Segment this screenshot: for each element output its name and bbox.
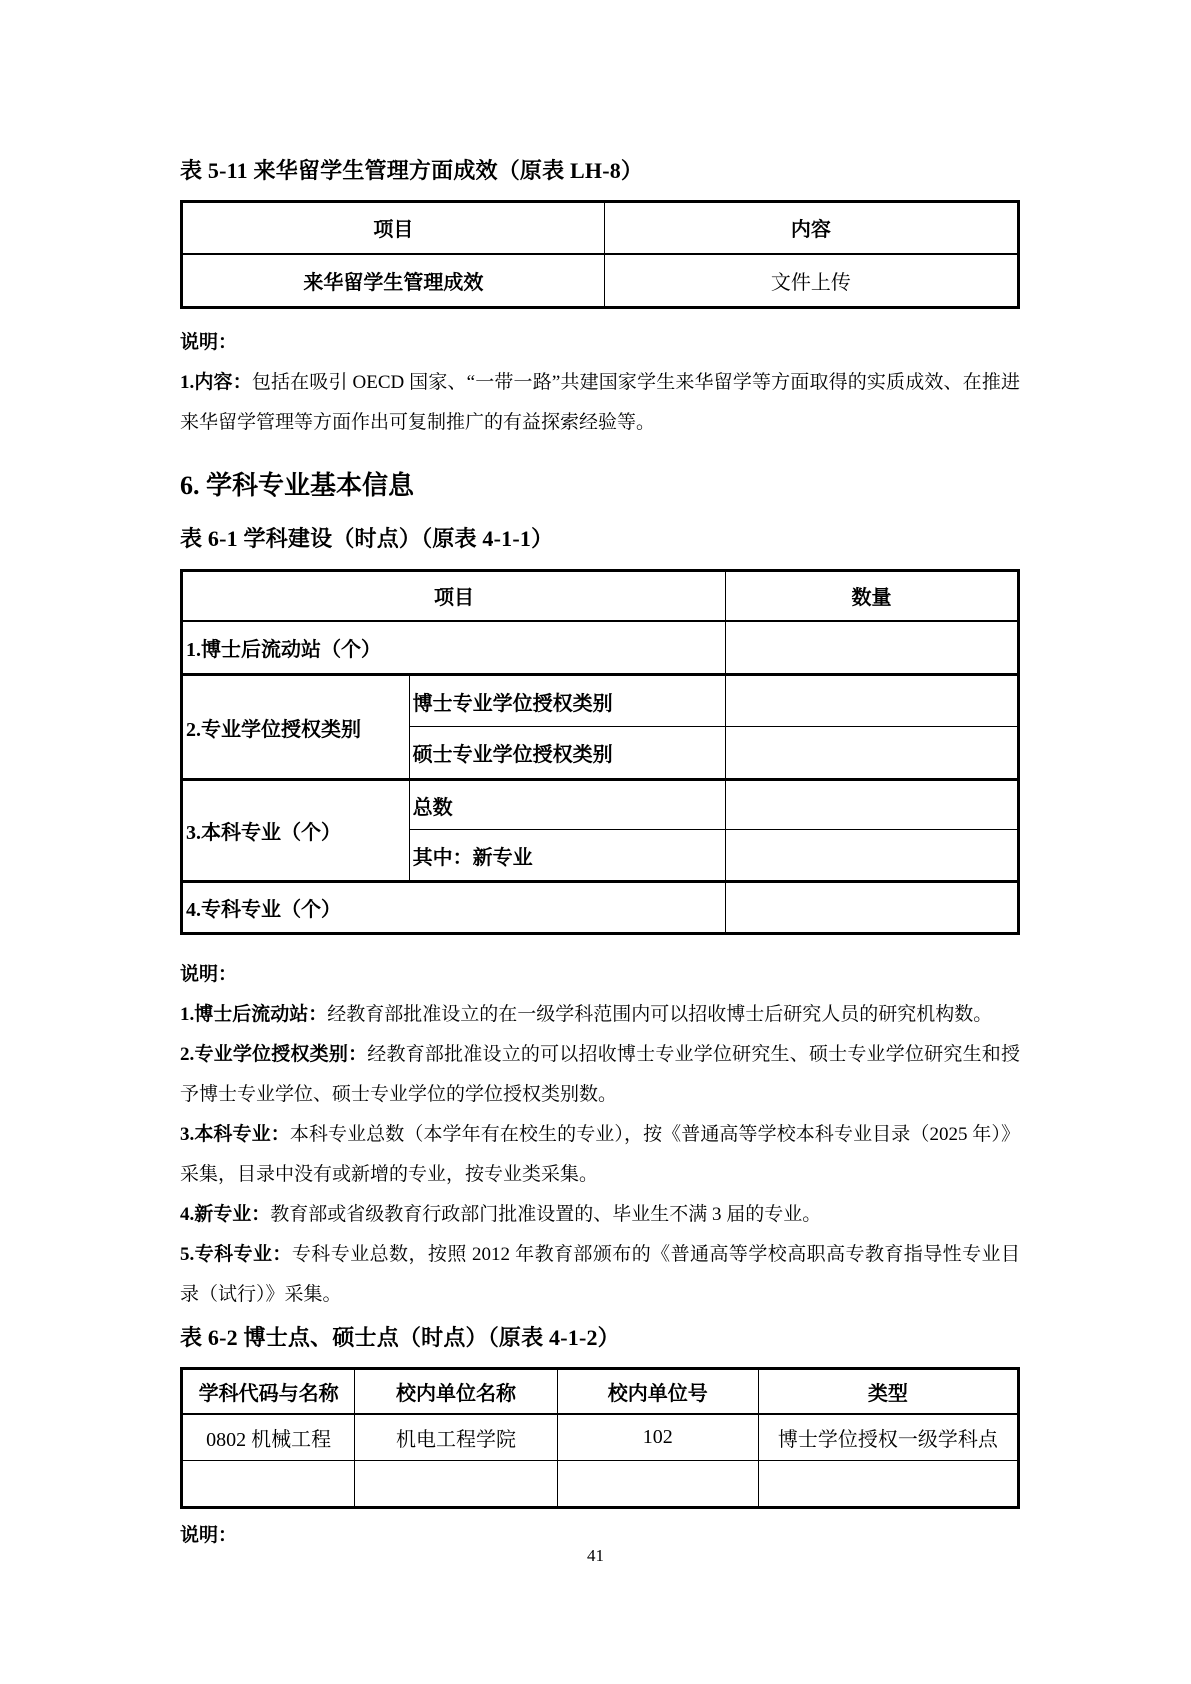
sub-label-cell: 硕士专业学位授权类别 (409, 727, 725, 780)
note-item (180, 1115, 1020, 1195)
cell-discipline-code (182, 1461, 355, 1508)
row-label-cell: 4.专科专业（个） (182, 882, 726, 934)
row-value-cell (726, 621, 1019, 675)
note-text: 专科专业总数，按照 2012 年教育部颁布的《普通高等学校高职高专教育指导性专业目录（试行）》采集。 (180, 1244, 1020, 1305)
table-row-mechanical-engineering (182, 1414, 1019, 1461)
note-text: 包括在吸引 OECD 国家、“一带一路”共建国家学生来华留学等方面取得的实质成效、在推进来华留学管理等方面作出可复制推广的有益探索经验等。 (180, 372, 1020, 433)
table-6-2-title: 表 6-2 博士点、硕士点（时点）（原表 4-1-2） (180, 1325, 620, 1350)
table-5-11-header-row (182, 202, 1019, 254)
note-text: 经教育部批准设立的在一级学科范围内可以招收博士后研究人员的研究机构数。 (327, 1004, 993, 1025)
cell-unit-number (557, 1461, 758, 1508)
column-header-count: 数量 (726, 571, 1019, 621)
note-item (180, 1035, 1020, 1115)
row-value-cell (726, 780, 1019, 830)
column-header-discipline-code: 学科代码与名称 (182, 1369, 355, 1414)
column-header-item: 项目 (182, 202, 605, 254)
note-item (180, 1235, 1020, 1315)
note-lead: 4.新专业： (180, 1204, 271, 1225)
table-5-11-title: 表 5-11 来华留学生管理方面成效（原表 LH-8） (180, 158, 644, 183)
row-value-cell (726, 727, 1019, 780)
cell-type (758, 1461, 1018, 1508)
notes-6-2-label: 说明： (180, 1525, 238, 1546)
row-value-cell (726, 882, 1019, 934)
table-row-postdoc-station (182, 621, 1019, 675)
note-item (180, 995, 1020, 1035)
sub-label-cell: 其中：新专业 (409, 830, 725, 882)
section-heading: 6. 学科专业基本信息 (180, 471, 415, 500)
table-row-professional-degree-doctor (182, 675, 1019, 727)
table-row (182, 254, 1019, 308)
cell-discipline-code: 0802 机械工程 (182, 1414, 355, 1461)
column-header-unit-name: 校内单位名称 (355, 1369, 558, 1414)
note-lead: 2.专业学位授权类别： (180, 1044, 368, 1065)
row-label-cell: 来华留学生管理成效 (182, 254, 605, 308)
column-header-item: 项目 (182, 571, 726, 621)
notes-label: 说明： (180, 964, 238, 985)
group-label-cell: 2.专业学位授权类别 (182, 675, 410, 780)
table-6-1-title: 表 6-1 学科建设（时点）（原表 4-1-1） (180, 526, 554, 551)
row-label-cell: 1.博士后流动站（个） (182, 621, 726, 675)
note-item (180, 1195, 1020, 1235)
note-text: 教育部或省级教育行政部门批准设置的、毕业生不满 3 届的专业。 (270, 1204, 822, 1225)
row-value-cell (726, 830, 1019, 882)
note-lead: 5.专科专业： (180, 1244, 292, 1265)
cell-unit-name (355, 1461, 558, 1508)
table-6-2 (180, 1367, 1020, 1509)
column-header-unit-number: 校内单位号 (557, 1369, 758, 1414)
table-5-11 (180, 200, 1020, 309)
column-header-type: 类型 (758, 1369, 1018, 1414)
row-value-cell (726, 675, 1019, 727)
column-header-content: 内容 (604, 202, 1018, 254)
table-row-undergrad-total (182, 780, 1019, 830)
note-text: 经教育部批准设立的可以招收博士专业学位研究生、硕士专业学位研究生和授予博士专业学位、硕士专业学位的学位授权类别数。 (180, 1044, 1020, 1105)
notes-5-11 (180, 323, 1020, 443)
sub-label-cell: 博士专业学位授权类别 (409, 675, 725, 727)
notes-label: 说明： (180, 332, 238, 353)
table-6-1 (180, 569, 1020, 935)
table-6-1-header-row (182, 571, 1019, 621)
note-text: 本科专业总数（本学年有在校生的专业），按《普通高等学校本科专业目录（2025 年）》采集，目录中没有或新增的专业，按专业类采集。 (180, 1124, 1020, 1185)
cell-type: 博士学位授权一级学科点 (758, 1414, 1018, 1461)
page-number: 41 (587, 1546, 604, 1565)
cell-unit-number: 102 (557, 1414, 758, 1461)
row-value-cell: 文件上传 (604, 254, 1018, 308)
sub-label-cell: 总数 (409, 780, 725, 830)
table-row-vocational (182, 882, 1019, 934)
cell-unit-name: 机电工程学院 (355, 1414, 558, 1461)
note-lead: 1.内容： (180, 372, 252, 393)
note-lead: 3.本科专业： (180, 1124, 290, 1145)
table-row-empty (182, 1461, 1019, 1508)
note-lead: 1.博士后流动站： (180, 1004, 328, 1025)
notes-6-1 (180, 955, 1020, 1315)
note-item (180, 363, 1020, 443)
group-label-cell: 3.本科专业（个） (182, 780, 410, 882)
table-6-2-header-row (182, 1369, 1019, 1414)
